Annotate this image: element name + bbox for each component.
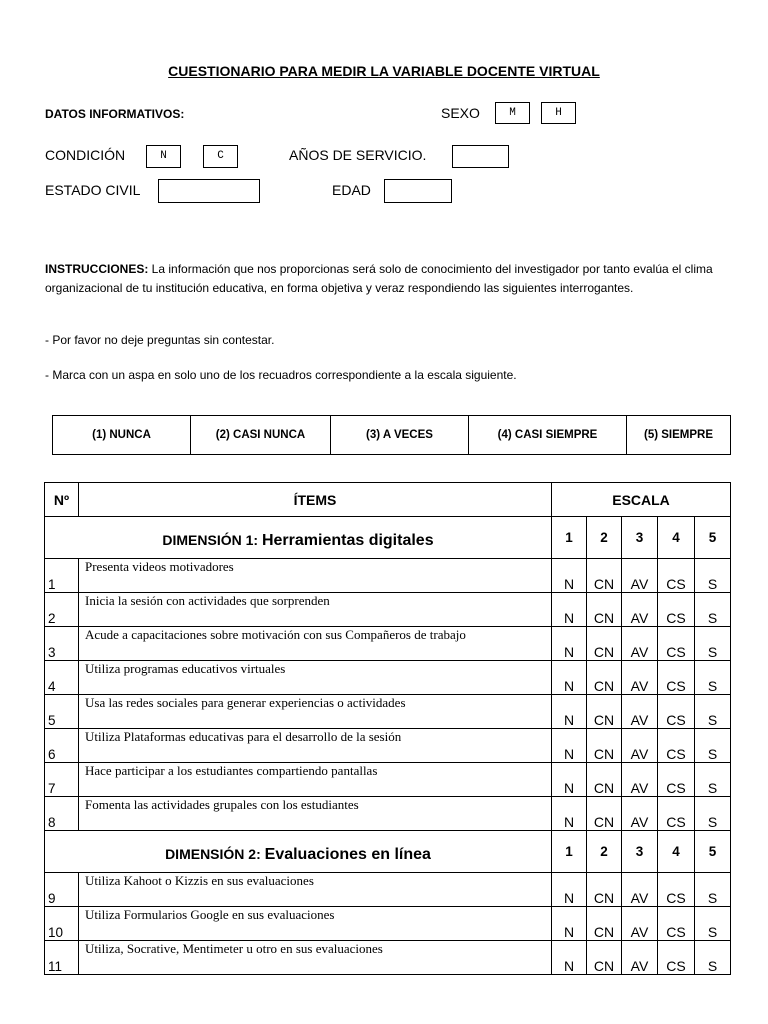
- header-number: Nº: [45, 483, 79, 517]
- scale-number: 2: [587, 517, 622, 559]
- item-text: Fomenta las actividades grupales con los estudiantes: [79, 797, 552, 831]
- condicion-n-box[interactable]: N: [146, 145, 181, 168]
- item-row: [45, 763, 731, 797]
- item-row: [45, 695, 731, 729]
- answer-option-cell[interactable]: CN: [587, 763, 622, 797]
- item-text: Usa las redes sociales para generar experiencias o actividades: [79, 695, 552, 729]
- answer-option-cell[interactable]: N: [552, 763, 587, 797]
- answer-option-cell[interactable]: AV: [622, 559, 658, 593]
- item-number: 10: [45, 907, 79, 941]
- anios-servicio-label: AÑOS DE SERVICIO.: [289, 147, 427, 163]
- answer-option-cell[interactable]: N: [552, 627, 587, 661]
- answer-option-cell[interactable]: S: [695, 797, 731, 831]
- item-number: 8: [45, 797, 79, 831]
- instrucciones-label: INSTRUCCIONES:: [45, 262, 149, 276]
- answer-option-cell[interactable]: CS: [658, 763, 695, 797]
- answer-option-cell[interactable]: N: [552, 661, 587, 695]
- instrucciones-paragraph: [45, 260, 735, 297]
- answer-option-cell[interactable]: CS: [658, 873, 695, 907]
- instrucciones-text: La información que nos proporcionas será solo de conocimiento del investigador por tanto evalúa el clima organizacional de tu institución educativa, en forma objetiva y veraz respondiendo las siguientes interrogantes.: [45, 262, 713, 295]
- scale-legend-table: [52, 415, 731, 455]
- answer-option-cell[interactable]: AV: [622, 797, 658, 831]
- answer-option-cell[interactable]: S: [695, 593, 731, 627]
- answer-option-cell[interactable]: CN: [587, 873, 622, 907]
- answer-option-cell[interactable]: CS: [658, 907, 695, 941]
- answer-option-cell[interactable]: CN: [587, 661, 622, 695]
- scale-number: 4: [658, 517, 695, 559]
- item-number: 6: [45, 729, 79, 763]
- estado-civil-label: ESTADO CIVIL: [45, 182, 141, 198]
- item-row: [45, 729, 731, 763]
- item-text: Utiliza, Socrative, Mentimeter u otro en sus evaluaciones: [79, 941, 552, 975]
- dimension-title: [45, 831, 552, 873]
- item-number: 11: [45, 941, 79, 975]
- item-number: 3: [45, 627, 79, 661]
- answer-option-cell[interactable]: CN: [587, 907, 622, 941]
- instruction-bullet: - Marca con un aspa en solo uno de los recuadros correspondiente a la escala siguiente.: [45, 368, 517, 382]
- header-items: ÍTEMS: [79, 483, 552, 517]
- item-row: [45, 593, 731, 627]
- answer-option-cell[interactable]: N: [552, 559, 587, 593]
- dimension-name: Evaluaciones en línea: [264, 845, 431, 863]
- answer-option-cell[interactable]: CS: [658, 661, 695, 695]
- instruction-bullet: - Por favor no deje preguntas sin contestar.: [45, 333, 275, 347]
- answer-option-cell[interactable]: CN: [587, 941, 622, 975]
- item-number: 5: [45, 695, 79, 729]
- estado-civil-field[interactable]: [158, 179, 260, 203]
- dimension-row: [45, 831, 731, 873]
- sexo-label: SEXO: [441, 105, 480, 121]
- sexo-m-box[interactable]: M: [495, 102, 530, 124]
- anios-servicio-field[interactable]: [452, 145, 509, 168]
- scale-number: 4: [658, 831, 695, 873]
- scale-number: 1: [552, 831, 587, 873]
- scale-number: 1: [552, 517, 587, 559]
- scale-legend-item: (1) NUNCA: [53, 416, 191, 455]
- item-text: Utiliza programas educativos virtuales: [79, 661, 552, 695]
- scale-legend-item: (3) A VECES: [331, 416, 469, 455]
- edad-label: EDAD: [332, 182, 371, 198]
- answer-option-cell[interactable]: N: [552, 797, 587, 831]
- answer-option-cell[interactable]: S: [695, 695, 731, 729]
- answer-option-cell[interactable]: AV: [622, 873, 658, 907]
- scale-legend-item: (5) SIEMPRE: [627, 416, 731, 455]
- answer-option-cell[interactable]: CN: [587, 797, 622, 831]
- dimension-row: [45, 517, 731, 559]
- answer-option-cell[interactable]: CS: [658, 559, 695, 593]
- dimension-prefix: DIMENSIÓN 1:: [162, 531, 262, 548]
- item-number: 4: [45, 661, 79, 695]
- answer-option-cell[interactable]: AV: [622, 695, 658, 729]
- scale-number: 5: [695, 831, 731, 873]
- answer-option-cell[interactable]: N: [552, 593, 587, 627]
- answer-option-cell[interactable]: AV: [622, 941, 658, 975]
- scale-legend-item: (4) CASI SIEMPRE: [469, 416, 627, 455]
- answer-option-cell[interactable]: AV: [622, 661, 658, 695]
- item-text: Utiliza Plataformas educativas para el desarrollo de la sesión: [79, 729, 552, 763]
- answer-option-cell[interactable]: CN: [587, 559, 622, 593]
- item-text: Hace participar a los estudiantes compartiendo pantallas: [79, 763, 552, 797]
- answer-option-cell[interactable]: N: [552, 941, 587, 975]
- answer-option-cell[interactable]: CS: [658, 797, 695, 831]
- answer-option-cell[interactable]: S: [695, 763, 731, 797]
- sexo-h-box[interactable]: H: [541, 102, 576, 124]
- answer-option-cell[interactable]: CN: [587, 729, 622, 763]
- scale-number: 3: [622, 831, 658, 873]
- scale-number: 5: [695, 517, 731, 559]
- dimension-name: Herramientas digitales: [261, 531, 434, 549]
- item-text: Utiliza Kahoot o Kizzis en sus evaluaciones: [79, 873, 552, 907]
- item-row: [45, 559, 731, 593]
- answer-option-cell[interactable]: S: [695, 559, 731, 593]
- answer-option-cell[interactable]: S: [695, 661, 731, 695]
- item-row: [45, 941, 731, 975]
- answer-option-cell[interactable]: AV: [622, 763, 658, 797]
- scale-number: 2: [587, 831, 622, 873]
- answer-option-cell[interactable]: CS: [658, 941, 695, 975]
- answer-option-cell[interactable]: S: [695, 729, 731, 763]
- item-text: Inicia la sesión con actividades que sorprenden: [79, 593, 552, 627]
- item-number: 2: [45, 593, 79, 627]
- item-number: 9: [45, 873, 79, 907]
- answer-option-cell[interactable]: CS: [658, 627, 695, 661]
- answer-option-cell[interactable]: N: [552, 907, 587, 941]
- answer-option-cell[interactable]: CN: [587, 627, 622, 661]
- answer-option-cell[interactable]: AV: [622, 627, 658, 661]
- item-text: Presenta videos motivadores: [79, 559, 552, 593]
- answer-option-cell[interactable]: N: [552, 695, 587, 729]
- condicion-c-box[interactable]: C: [203, 145, 238, 168]
- answer-option-cell[interactable]: N: [552, 873, 587, 907]
- answer-option-cell[interactable]: S: [695, 941, 731, 975]
- dimension-title: [45, 517, 552, 559]
- answer-option-cell[interactable]: S: [695, 873, 731, 907]
- item-row: [45, 873, 731, 907]
- answer-option-cell[interactable]: AV: [622, 907, 658, 941]
- datos-informativos-label: DATOS INFORMATIVOS:: [45, 107, 185, 121]
- answer-option-cell[interactable]: AV: [622, 593, 658, 627]
- answer-option-cell[interactable]: N: [552, 729, 587, 763]
- answer-option-cell[interactable]: CS: [658, 729, 695, 763]
- condicion-label: CONDICIÓN: [45, 147, 126, 163]
- answer-option-cell[interactable]: AV: [622, 729, 658, 763]
- table-header-row: [45, 483, 731, 517]
- answer-option-cell[interactable]: S: [695, 627, 731, 661]
- answer-option-cell[interactable]: CS: [658, 695, 695, 729]
- items-table: [44, 482, 731, 975]
- scale-legend-item: (2) CASI NUNCA: [191, 416, 331, 455]
- item-row: [45, 627, 731, 661]
- answer-option-cell[interactable]: CN: [587, 593, 622, 627]
- item-number: 7: [45, 763, 79, 797]
- item-row: [45, 907, 731, 941]
- item-text: Acude a capacitaciones sobre motivación con sus Compañeros de trabajo: [79, 627, 552, 661]
- answer-option-cell[interactable]: CS: [658, 593, 695, 627]
- document-title: CUESTIONARIO PARA MEDIR LA VARIABLE DOCENTE VIRTUAL: [168, 63, 600, 79]
- item-row: [45, 661, 731, 695]
- edad-field[interactable]: [384, 179, 452, 203]
- scale-number: 3: [622, 517, 658, 559]
- item-row: [45, 797, 731, 831]
- header-escala: ESCALA: [552, 483, 731, 517]
- item-number: 1: [45, 559, 79, 593]
- answer-option-cell[interactable]: S: [695, 907, 731, 941]
- item-text: Utiliza Formularios Google en sus evaluaciones: [79, 907, 552, 941]
- dimension-prefix: DIMENSIÓN 2:: [165, 845, 265, 862]
- answer-option-cell[interactable]: CN: [587, 695, 622, 729]
